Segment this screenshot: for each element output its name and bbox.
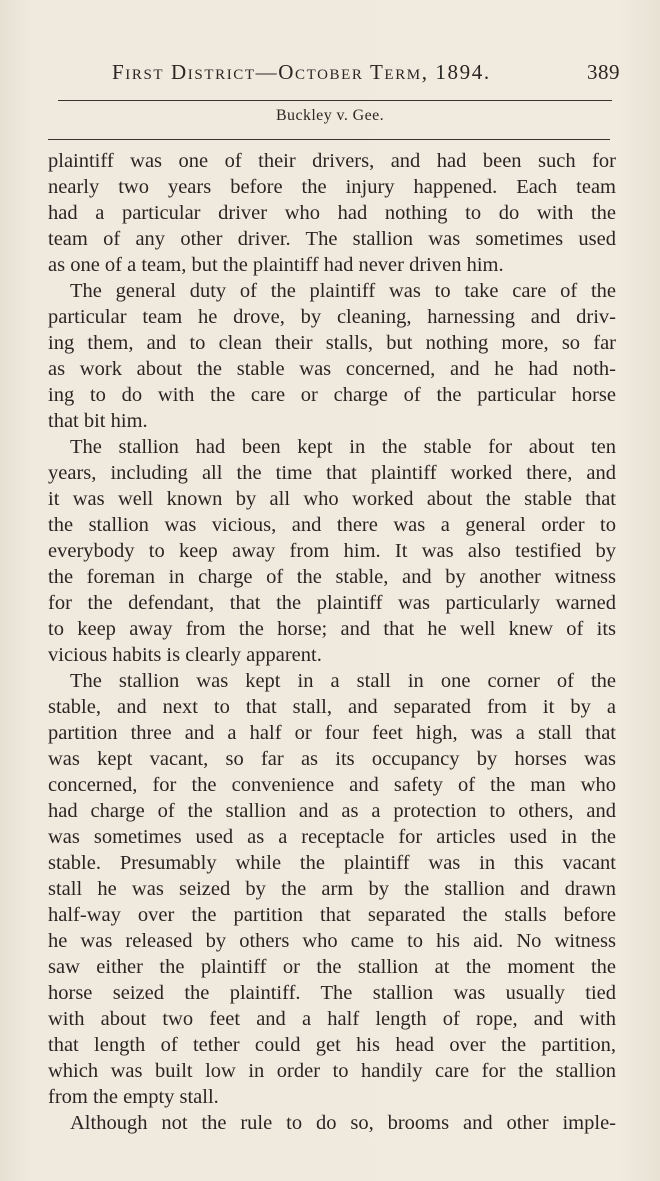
text-line: as work about the stable was concerned, and he had noth- <box>48 358 616 380</box>
text-line: ing them, and to clean their stalls, but nothing more, so far <box>48 332 616 354</box>
text-line: the stallion was vicious, and there was a general order to <box>48 514 616 536</box>
running-title: First District—October Term, 1894. <box>112 60 491 84</box>
text-line: Although not the rule to do so, brooms and other imple- <box>70 1112 616 1134</box>
header-rule-bottom <box>48 139 610 140</box>
text-line: The general duty of the plaintiff was to take care of the <box>70 280 616 302</box>
text-line: for the defendant, that the plaintiff was particularly warned <box>48 592 616 614</box>
text-line: that bit him. <box>48 410 148 432</box>
text-line: with about two feet and a half length of rope, and with <box>48 1008 616 1030</box>
text-line: years, including all the time that plaintiff worked there, and <box>48 462 616 484</box>
text-line: horse seized the plaintiff. The stallion was usually tied <box>48 982 616 1004</box>
text-line: was kept vacant, so far as its occupancy by horses was <box>48 748 616 770</box>
text-line: ing to do with the care or charge of the particular horse <box>48 384 616 406</box>
text-line: the foreman in charge of the stable, and by another witness <box>48 566 616 588</box>
text-line: particular team he drove, by cleaning, harnessing and driv- <box>48 306 616 328</box>
text-line: everybody to keep away from him. It was also testified by <box>48 540 616 562</box>
text-line: nearly two years before the injury happened. Each team <box>48 176 616 198</box>
text-line: from the empty stall. <box>48 1086 219 1108</box>
text-line: The stallion had been kept in the stable for about ten <box>70 436 616 458</box>
text-line: had a particular driver who had nothing to do with the <box>48 202 616 224</box>
text-line: half-way over the partition that separated the stalls before <box>48 904 616 926</box>
text-line: had charge of the stallion and as a protection to others, and <box>48 800 616 822</box>
text-line: concerned, for the convenience and safety of the man who <box>48 774 616 796</box>
text-line: that length of tether could get his head over the partition, <box>48 1034 616 1056</box>
text-line: stable. Presumably while the plaintiff was in this vacant <box>48 852 616 874</box>
body-text <box>48 148 616 1136</box>
text-line: it was well known by all who worked about the stable that <box>48 488 616 510</box>
running-head <box>112 60 620 90</box>
header-rule-top <box>58 100 612 101</box>
text-line: was sometimes used as a receptacle for articles used in the <box>48 826 616 848</box>
case-name: Buckley v. Gee. <box>275 107 385 124</box>
text-line: vicious habits is clearly apparent. <box>48 644 322 666</box>
page-number: 389 <box>587 60 620 84</box>
text-line: as one of a team, but the plaintiff had never driven him. <box>48 254 504 276</box>
text-line: plaintiff was one of their drivers, and had been such for <box>48 150 616 172</box>
text-line: team of any other driver. The stallion was sometimes used <box>48 228 616 250</box>
text-line: partition three and a half or four feet high, was a stall that <box>48 722 616 744</box>
text-line: which was built low in order to handily care for the stallion <box>48 1060 616 1082</box>
text-line: stall he was seized by the arm by the stallion and drawn <box>48 878 616 900</box>
text-line: he was released by others who came to his aid. No witness <box>48 930 616 952</box>
text-line: to keep away from the horse; and that he well knew of its <box>48 618 616 640</box>
text-line: stable, and next to that stall, and separated from it by a <box>48 696 616 718</box>
text-line: saw either the plaintiff or the stallion at the moment the <box>48 956 616 978</box>
text-line: The stallion was kept in a stall in one corner of the <box>70 670 616 692</box>
